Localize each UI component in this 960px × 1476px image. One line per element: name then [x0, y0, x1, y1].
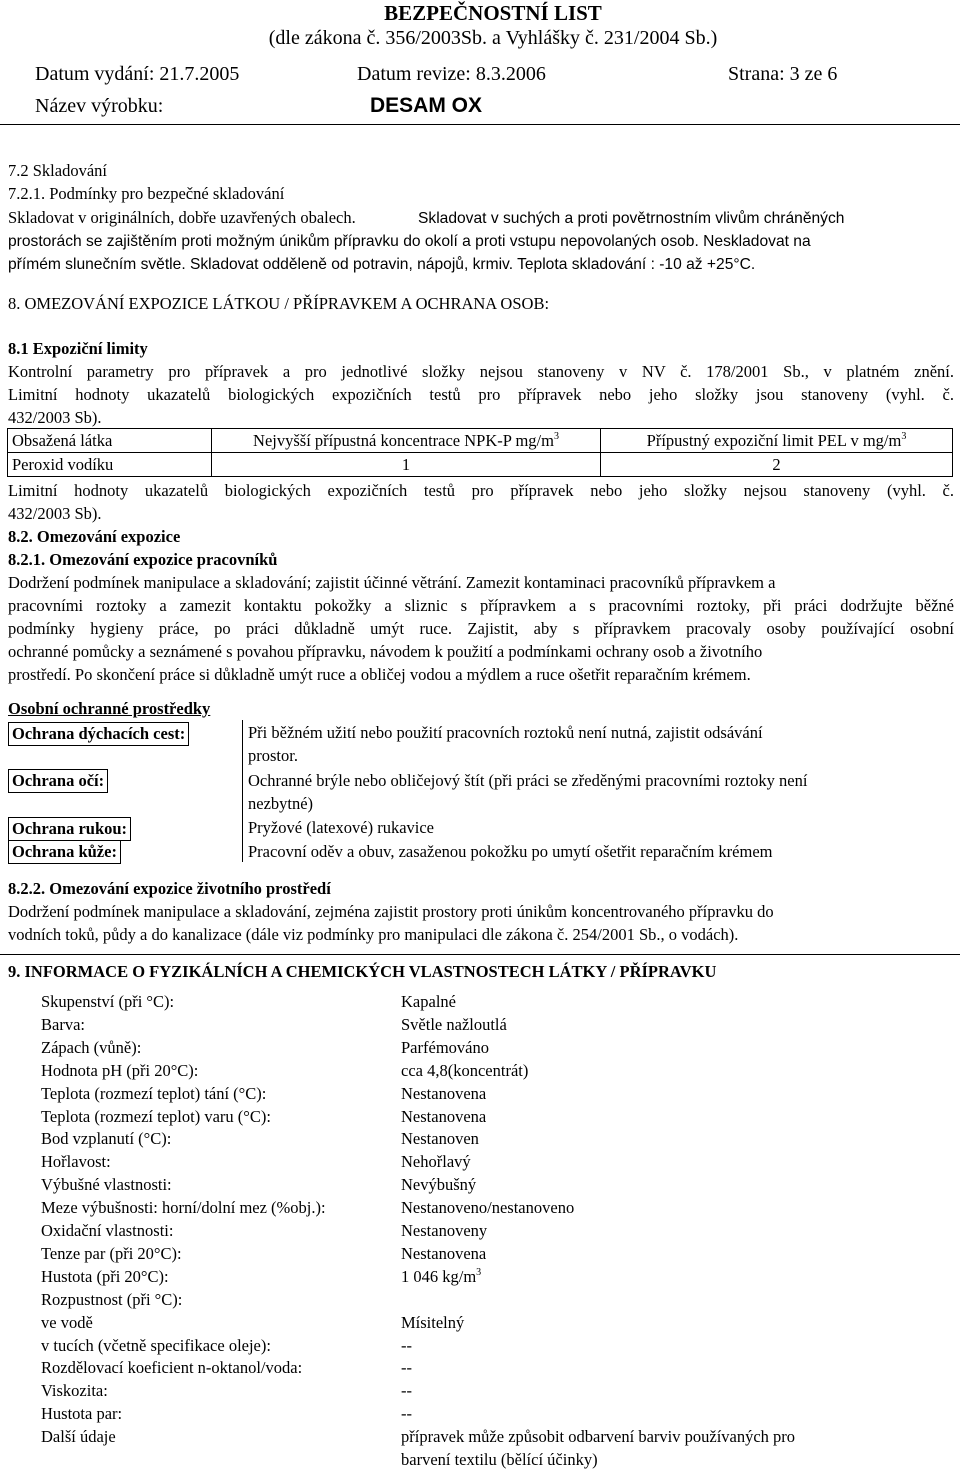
section-7-2-1-heading: 7.2.1. Podmínky pro bezpečné skladování: [8, 184, 285, 203]
property-value-text: přípravek může způsobit odbarvení barviv používaných pro: [401, 1427, 796, 1447]
after-table-line-1: Limitní hodnoty ukazatelů biologických expozičních testů pro přípravek nebo jeho složky nejsou stanoveny (vyhl. č.: [8, 481, 954, 500]
property-value: [401, 1358, 412, 1378]
property-label: Oxidační vlastnosti:: [41, 1221, 174, 1240]
ppe-label-respiratory: Ochrana dýchacích cest:: [8, 722, 189, 746]
property-value: [401, 992, 456, 1012]
legal-reference: (dle zákona č. 356/2003Sb. a Vyhlášky č. 231/2004 Sb.): [268, 27, 718, 49]
property-label: Meze výbušnosti: horní/dolní mez (%obj.):: [41, 1198, 326, 1218]
property-value: [401, 1244, 486, 1264]
limits-line-3: 432/2003 Sb).: [8, 408, 102, 427]
workers-line-3: podmínky hygieny práce, po práci důkladně umýt ruce. Zajistit, aby s přípravkem pracovaly osoby používající osobní: [8, 619, 954, 638]
property-value: [401, 1129, 479, 1149]
property-label: v tucích (včetně specifikace oleje):: [41, 1335, 271, 1355]
workers-line-1: Dodržení podmínek manipulace a skladování; zajistit účinné větrání. Zamezit kontaminaci pracovníků přípravkem a: [8, 573, 776, 592]
storage-text-line-1b: Skladovat v suchých a proti povětrnostním vlivům chráněných: [418, 210, 845, 227]
section-9-heading: 9. INFORMACE O FYZIKÁLNÍCH A CHEMICKÝCH VLASTNOSTECH LÁTKY / PŘÍPRAVKU: [8, 962, 717, 981]
header-pel-sup: 3: [901, 431, 907, 442]
ppe-value-eyes-2: nezbytné): [248, 794, 314, 813]
property-label: Teplota (rozmezí teplot) tání (°C):: [41, 1083, 267, 1103]
property-label: Bod vzplanutí (°C):: [41, 1129, 172, 1149]
property-label: Skupenství (při °C):: [41, 992, 175, 1011]
property-value-text: Nevýbušný: [401, 1175, 477, 1195]
property-value-text: Mísitelný: [401, 1312, 465, 1332]
property-value-text: 1 046 kg/m: [401, 1266, 477, 1286]
property-label: Hustota (při 20°C):: [41, 1266, 169, 1286]
property-value-continued: barvení textilu (bělící účinky): [401, 1450, 598, 1469]
section-9-rule: [0, 954, 960, 955]
ppe-column-divider: [242, 720, 243, 862]
storage-text-line-3: přímém slunečním světle. Skladovat odděleně od potravin, nápojů, krmiv. Teplota skladování : -10 až +25°C.: [8, 256, 756, 273]
property-label: Zápach (vůně):: [41, 1037, 142, 1057]
table-header-cell: Obsažená látka: [8, 429, 212, 453]
table-header-row: [8, 429, 953, 453]
environment-line-2: vodních toků, půdy a do kanalizace (dále viz podmínky pro manipulaci dle zákona č. 254/2001 Sb., o vodách).: [8, 925, 739, 944]
property-value-text: --: [401, 1381, 412, 1401]
ppe-label-skin: Ochrana kůže:: [8, 840, 121, 864]
table-cell-pel: 2: [601, 453, 953, 477]
property-label: Další údaje: [41, 1427, 116, 1447]
workers-line-2: pracovními roztoky a zamezit kontaktu pokožky a sliznic s přípravkem a s pracovními roztoky, při práci dodržujte běžné: [8, 596, 954, 615]
storage-text-line-1: Skladovat v originálních, dobře uzavřených obalech.: [8, 208, 356, 227]
property-label: Rozpustnost (při °C):: [41, 1289, 183, 1309]
table-header-cell: [212, 429, 601, 453]
table-cell-npk: 1: [212, 453, 601, 477]
property-label: Teplota (rozmezí teplot) varu (°C):: [41, 1106, 271, 1126]
property-value-text: --: [401, 1404, 412, 1424]
property-value-text: Světle nažloutlá: [401, 1014, 507, 1034]
property-value: [401, 1152, 471, 1172]
workers-line-5: prostředí. Po skončení práce si důkladně umýt ruce a obličej vodou a mýdlem a ruce ošetřit reparačním krémem.: [8, 665, 751, 684]
table-header-cell: [601, 429, 953, 453]
ppe-value-eyes-1: Ochranné brýle nebo obličejový štít (při práci se zředěnými pracovními roztoky není: [248, 771, 808, 790]
property-value: [401, 1084, 486, 1104]
workers-line-4: ochranné pomůcky a seznámené s povahou přípravku, návodem k použití a podmínkami ochrany osob a životního: [8, 642, 763, 661]
property-value: [401, 1267, 481, 1287]
exposure-limits-table: [7, 428, 953, 477]
property-label: Výbušné vlastnosti:: [41, 1175, 172, 1195]
property-value: [401, 1404, 412, 1424]
section-8-2-1-heading: 8.2.1. Omezování expozice pracovníků: [8, 550, 278, 569]
property-label: Barva:: [41, 1014, 85, 1034]
property-value-text: Nestanoveny: [401, 1221, 488, 1240]
ppe-heading: Osobní ochranné prostředky: [8, 699, 211, 718]
property-value-text: Nestanovena: [401, 1243, 487, 1263]
property-value: [401, 1381, 412, 1401]
property-label: Hustota par:: [41, 1404, 123, 1424]
property-value-text: Kapalné: [401, 992, 456, 1011]
property-value-text: --: [401, 1335, 412, 1355]
table-row: [8, 453, 953, 477]
property-value: [401, 1427, 795, 1447]
property-label: Hodnota pH (při 20°C):: [41, 1060, 199, 1080]
property-label: Rozdělovací koeficient n-oktanol/voda:: [41, 1358, 303, 1378]
property-value: [401, 1107, 486, 1127]
property-value-text: --: [401, 1358, 412, 1378]
revision-date: Datum revize: 8.3.2006: [357, 63, 546, 85]
property-value-text: Nestanoveno/nestanoveno: [401, 1198, 575, 1218]
section-8-1-heading: 8.1 Expoziční limity: [8, 339, 148, 358]
property-label: Hořlavost:: [41, 1152, 111, 1172]
product-name: DESAM OX: [370, 94, 483, 117]
property-value: [401, 1198, 574, 1218]
property-value: [401, 1313, 464, 1333]
issue-date: Datum vydání: 21.7.2005: [35, 63, 240, 85]
header-divider: [0, 124, 960, 125]
header-npk: Nejvyšší přípustná koncentrace NPK-P mg/m: [253, 431, 554, 450]
ppe-value-skin: Pracovní oděv a obuv, zasaženou pokožku po umytí ošetřit reparačním krémem: [248, 842, 773, 861]
header-pel: Přípustný expoziční limit PEL v mg/m: [646, 431, 902, 450]
property-value: [401, 1015, 507, 1035]
property-value: [401, 1038, 489, 1058]
after-table-line-2: 432/2003 Sb).: [8, 504, 102, 523]
ppe-value-respiratory-2: prostor.: [248, 746, 298, 765]
ppe-label-eyes: Ochrana očí:: [8, 769, 108, 793]
document-title: BEZPEČNOSTNÍ LIST: [384, 1, 602, 25]
property-value-text: Nehořlavý: [401, 1152, 471, 1172]
environment-line-1: Dodržení podmínek manipulace a skladování, zejména zajistit prostory proti únikům koncentrovaného přípravku do: [8, 902, 774, 921]
property-value: [401, 1175, 476, 1195]
header-npk-sup: 3: [553, 431, 559, 442]
property-value: [401, 1221, 487, 1241]
table-cell-substance: Peroxid vodíku: [8, 453, 212, 477]
storage-text-line-2: prostorách se zajištěním proti možným únikům přípravku do okolí a proti vstupu nepovolaných osob. Neskladovat na: [8, 233, 811, 250]
page-number: Strana: 3 ze 6: [728, 63, 838, 85]
ppe-value-respiratory-1: Při běžném užití nebo použití pracovních roztoků není nutná, zajistit odsávání: [248, 723, 763, 742]
property-value-text: cca 4,8(koncentrát): [401, 1060, 529, 1080]
section-8-heading: 8. OMEZOVÁNÍ EXPOZICE LÁTKOU / PŘÍPRAVKEM A OCHRANA OSOB:: [8, 294, 550, 313]
property-value: [401, 1336, 412, 1356]
section-8-2-2-heading: 8.2.2. Omezování expozice životního prostředí: [8, 879, 331, 898]
property-value-text: Nestanoven: [401, 1129, 479, 1149]
property-value-text: Parfémováno: [401, 1037, 489, 1057]
section-7-2-heading: 7.2 Skladování: [8, 161, 107, 180]
property-value-text: Nestanovena: [401, 1106, 487, 1126]
property-label: ve vodě: [41, 1312, 93, 1332]
property-value-text: Nestanovena: [401, 1083, 487, 1103]
ppe-value-hands: Pryžové (latexové) rukavice: [248, 818, 434, 837]
property-value-sup: 3: [476, 1266, 482, 1278]
property-value: [401, 1061, 528, 1081]
property-label: Viskozita:: [41, 1381, 108, 1401]
section-8-2-heading: 8.2. Omezování expozice: [8, 527, 181, 546]
ppe-label-hands: Ochrana rukou:: [8, 817, 131, 841]
property-label: Tenze par (při 20°C):: [41, 1243, 182, 1263]
limits-line-1: Kontrolní parametry pro přípravek a pro jednotlivé složky nejsou stanoveny v NV č. 178/2001 Sb., v platném znění.: [8, 362, 954, 381]
product-label: Název výrobku:: [35, 95, 164, 117]
limits-line-2: Limitní hodnoty ukazatelů biologických expozičních testů pro přípravek nebo jeho složky jsou stanoveny (vyhl. č.: [8, 385, 954, 404]
